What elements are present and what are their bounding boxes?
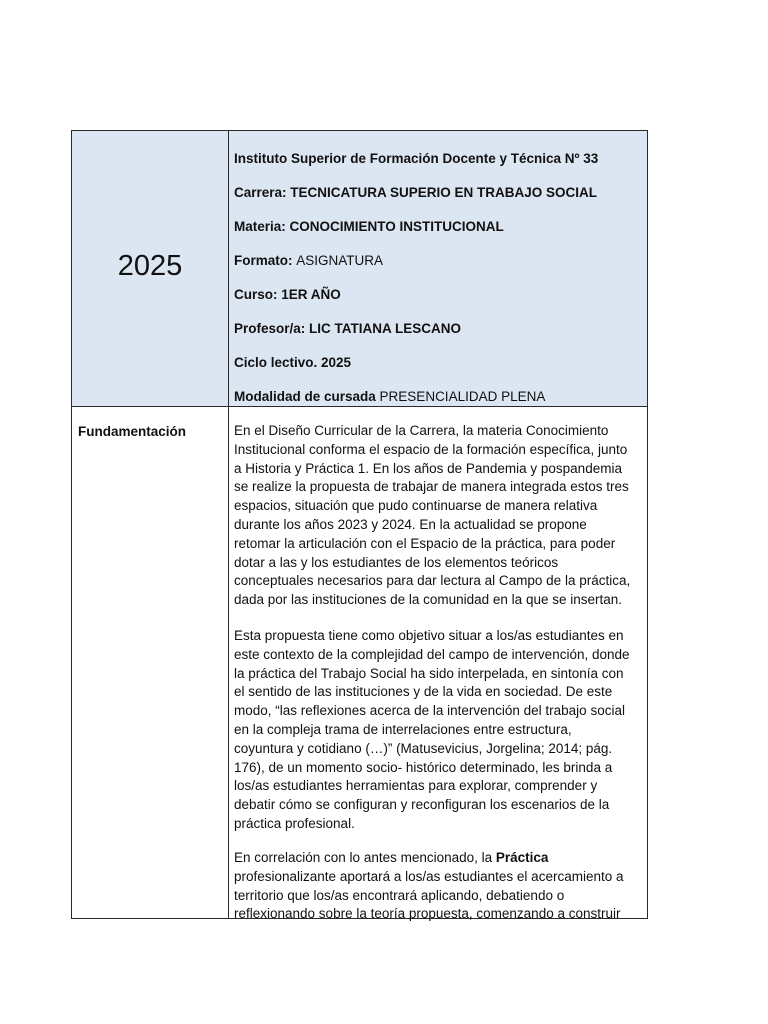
curso-line: Curso: 1ER AÑO [234,287,341,302]
section-body-cell [229,407,647,922]
profesor-line: Profesor/a: LIC TATIANA LESCANO [234,321,462,336]
materia-line: Materia: CONOCIMIENTO INSTITUCIONAL [234,219,504,234]
paragraph-1: En el Diseño Curricular de la Carrera, la materia Conocimiento Institucional conforma el espacio de la formación específica, junto a Historia y Práctica 1. En los años de Pandemia y pospandemia se realize la propuesta de trabajar de manera integrada estos tres espacios, situación que pudo continuarse de manera relativa durante los años 2023 y 2024. En la actualidad se propone retomar la articulación con el Espacio de la práctica, para poder dotar a las y los estudiantes de los elementos teóricos conceptuales necesarios para dar lectura al Campo de la práctica, dada por las instituciones de la comunidad en la que se insertan. [234,423,631,608]
paragraph-2: Esta propuesta tiene como objetivo situar a los/as estudiantes en este contexto de la complejidad del campo de intervención, donde la práctica del Trabajo Social ha sido interpelada, en sintonía con el sentido de las instituciones y de la vida en sociedad. De este modo, “las reflexiones acerca de la intervención del trabajo social en la compleja trama de interrelaciones entre estructura, coyuntura y cotidiano (…)” (Matusevicius, Jorgelina; 2014; pág. 176), de un momento socio- histórico determinado, les brinda a los/as estudiantes herramientas para explorar, comprender y debatir cómo se configuran y reconfiguran los escenarios de la práctica profesional. [234,628,630,831]
paragraph-3: En correlación con lo antes mencionado, la Práctica profesionalizante aportará a los/as estudiantes el acercamiento a territorio que los/as encontrará aplicando, debatiendo o reflexionando sobre la teoría propuesta, comenzando a construir [234,850,624,922]
modalidad-line: Modalidad de cursada PRESENCIALIDAD PLENA [234,389,546,404]
fundamentacion-row [72,407,647,922]
course-info-table [71,130,648,922]
ciclo-line: Ciclo lectivo. 2025 [234,355,352,370]
year-cell [72,131,229,406]
course-details-cell [229,131,647,406]
year-label: 2025 [117,250,183,282]
header-row [72,131,647,407]
section-label-cell [72,407,229,919]
section-label: Fundamentación [78,424,187,439]
institute-name: Instituto Superior de Formación Docente y Técnica Nº 33 [234,151,599,166]
formato-line: Formato: ASIGNATURA [234,253,384,268]
carrera-line: Carrera: TECNICATURA SUPERIO EN TRABAJO SOCIAL [234,185,598,200]
